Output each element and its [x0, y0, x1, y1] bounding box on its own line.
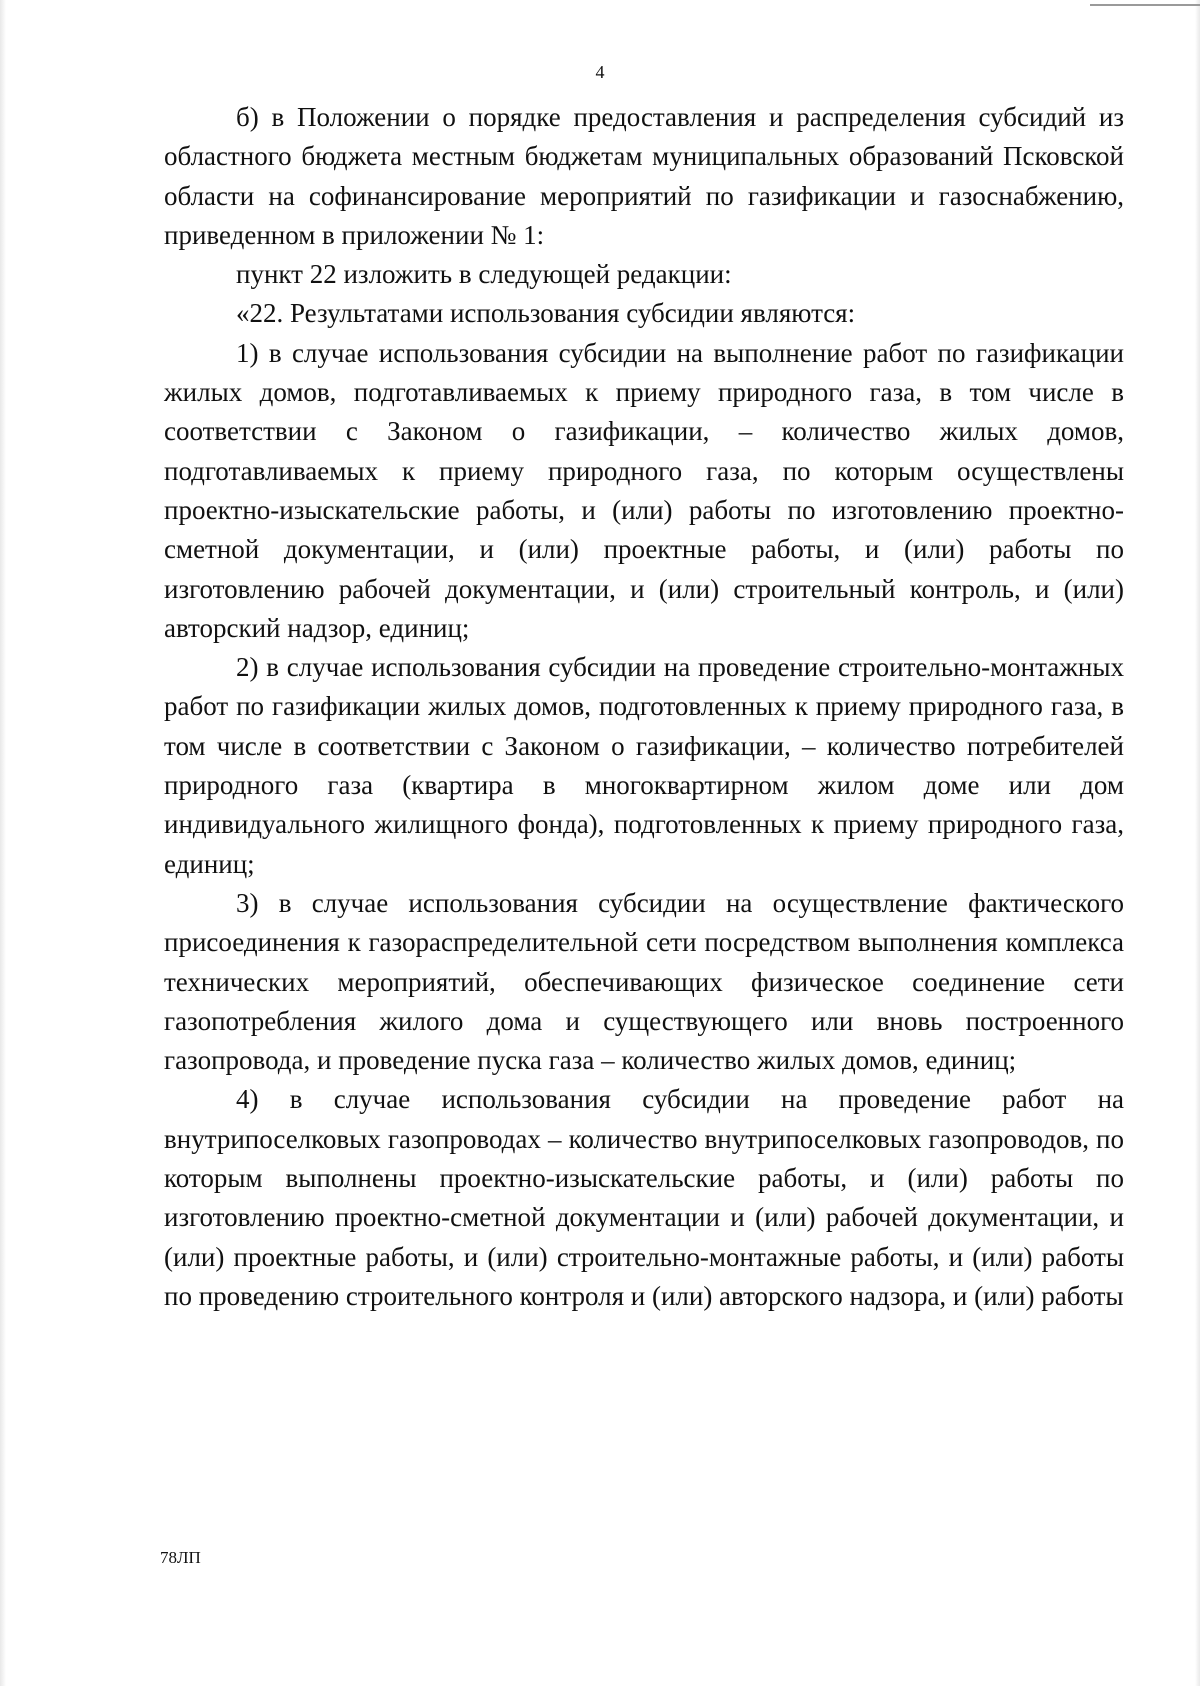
paragraph-subitem-4: 4) в случае использования субсидии на проведение работ на внутрипоселковых газопроводах – количество внутрипоселковых газопроводов, по которым выполнены проектно-изыскательские работы, и (или) работы по изготовлению проектно-сметной документации и (или) рабочей документации, и (или) проектные работы, и (или) строительно-монтажные работы, и (или) работы по проведению строительного контроля и (или) авторского надзора, и (или) работы — [164, 1084, 1124, 1311]
paragraph-item-22-instruction: пункт 22 изложить в следующей редакции: — [236, 259, 732, 290]
paragraph-subitem-1: 1) в случае использования субсидии на выполнение работ по газификации жилых домов, подготавливаемых к приему природного газа, в том числе в соответствии с Законом о газификации, – количество жилых домов, подготавливаемых к приему природного газа, по которым осуществлены проектно-изыскательские работы, и (или) работы по изготовлению проектно-сметной документации, и (или) проектные работы, и (или) работы по изготовлению рабочей документации, и (или) строительный контроль, и (или) авторский надзор, единиц; — [164, 337, 1124, 643]
paragraph-subitem-3: 3) в случае использования субсидии на осуществление фактического присоединения к газораспределительной сети посредством выполнения комплекса технических мероприятий, обеспечивающих физическое соединение сети газопотребления жилого дома и существующего или вновь построенного газопровода, и проведение пуска газа – количество жилых домов, единиц; — [164, 887, 1124, 1076]
document-code: 78ЛП — [160, 1548, 201, 1567]
page-number: 4 — [595, 62, 605, 82]
scan-edge-left — [0, 0, 6, 1686]
paragraph-subitem-2: 2) в случае использования субсидии на проведение строительно-монтажных работ по газификации жилых домов, подготовленных к приему природного газа, в том числе в соответствии с Законом о газификации, – количество потребителей природного газа (квартира в многоквартирном жилом доме или дом индивидуального жилищного фонда), подготовленных к приему природного газа, единиц; — [164, 652, 1124, 879]
scan-edge-mark — [1090, 4, 1200, 6]
scan-edge-right — [1195, 0, 1200, 1686]
paragraph-item-22-heading: «22. Результатами использования субсидии являются: — [236, 298, 856, 329]
document-body — [164, 98, 1124, 1316]
paragraph-b: б) в Положении о порядке предоставления и распределения субсидий из областного бюджета местным бюджетам муниципальных образований Псковской области на софинансирование мероприятий по газификации и газоснабжению, приведенном в приложении № 1: — [164, 102, 1124, 250]
